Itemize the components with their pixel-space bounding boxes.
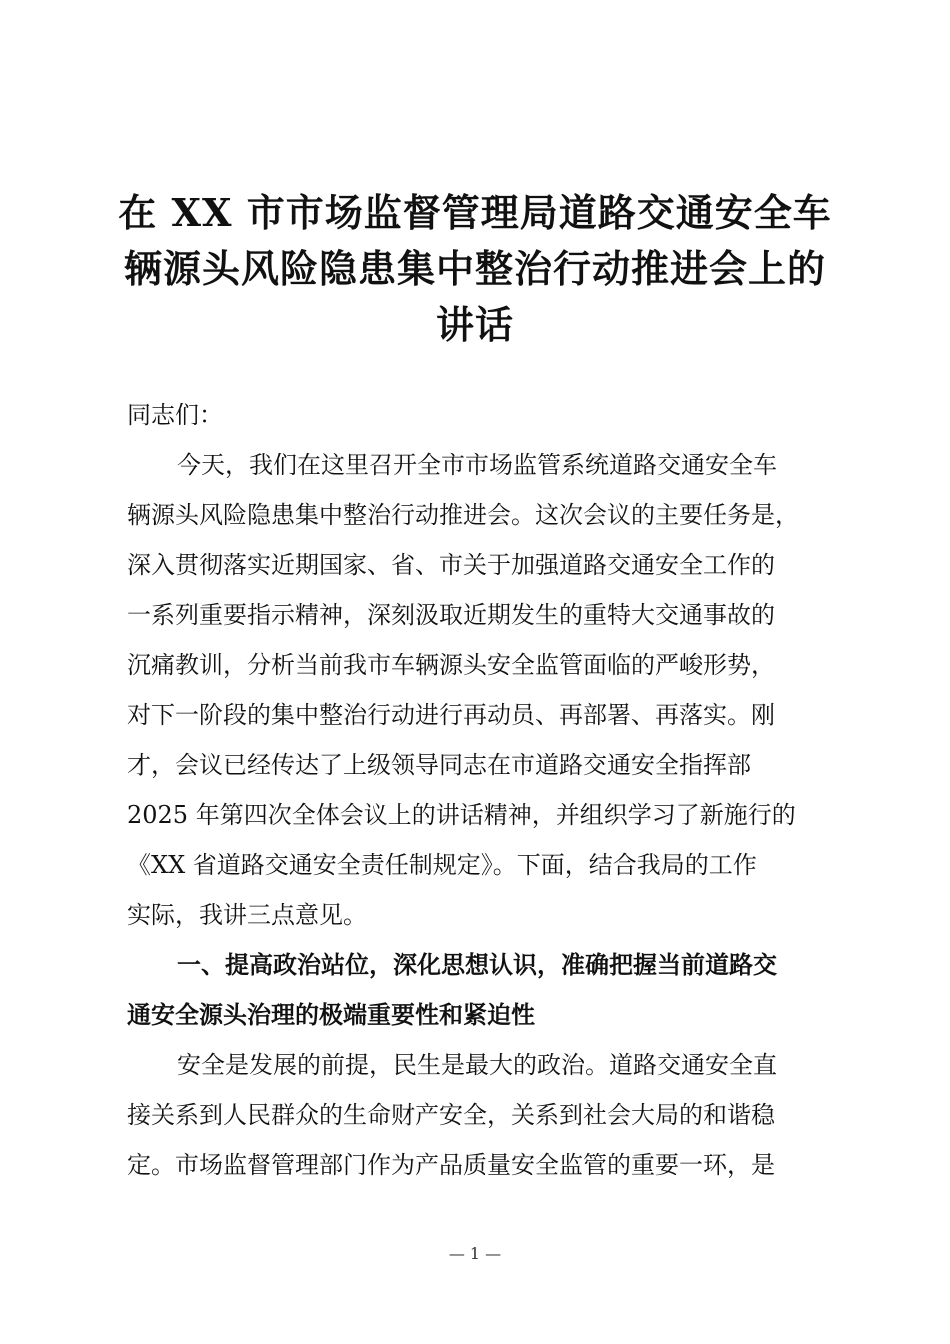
paragraph-line: 深入贯彻落实近期国家、省、市关于加强道路交通安全工作的 [127,551,775,579]
paragraph-line: 对下一阶段的集中整治行动进行再动员、再部署、再落实。刚 [127,701,775,729]
paragraph-line: 一系列重要指示精神，深刻汲取近期发生的重特大交通事故的 [127,601,775,629]
paragraph-line: 沉痛教训，分析当前我市车辆源头安全监管面临的严峻形势， [127,651,775,679]
title-line: 讲话 [435,302,514,347]
document-title [118,185,832,353]
paragraph-line: 定。市场监督管理部门作为产品质量安全监管的重要一环，是 [127,1151,775,1179]
paragraph-intro [127,440,833,940]
heading-line: 通安全源头治理的极端重要性和紧迫性 [127,1000,535,1029]
section-heading-1 [127,940,833,1040]
paragraph-line: 安全是发展的前提，民生是最大的政治。道路交通安全直 [177,1051,777,1079]
paragraph-line: 今天，我们在这里召开全市市场监管系统道路交通安全车 [177,451,777,479]
paragraph-line: 2025 年第四次全体会议上的讲话精神，并组织学习了新施行的 [127,801,796,829]
title-line: 辆源头风险隐患集中整治行动推进会上的 [123,246,826,291]
paragraph-line: 《XX 省道路交通安全责任制规定》。下面，结合我局的工作 [127,851,757,879]
paragraph-line: 才，会议已经传达了上级领导同志在市道路交通安全指挥部 [127,751,751,779]
heading-line: 一、提高政治站位，深化思想认识，准确把握当前道路交 [177,950,777,979]
page-number: — 1 — [448,1244,502,1263]
title-line: 在 XX 市市场监督管理局道路交通安全车 [118,190,832,235]
paragraph-section-1 [127,1040,833,1190]
paragraph-line: 实际，我讲三点意见。 [127,901,367,929]
salutation: 同志们： [127,401,223,429]
document-body [127,390,833,1190]
paragraph-line: 接关系到人民群众的生命财产安全，关系到社会大局的和谐稳 [127,1101,775,1129]
paragraph-line: 辆源头风险隐患集中整治行动推进会。这次会议的主要任务是， [127,501,799,529]
